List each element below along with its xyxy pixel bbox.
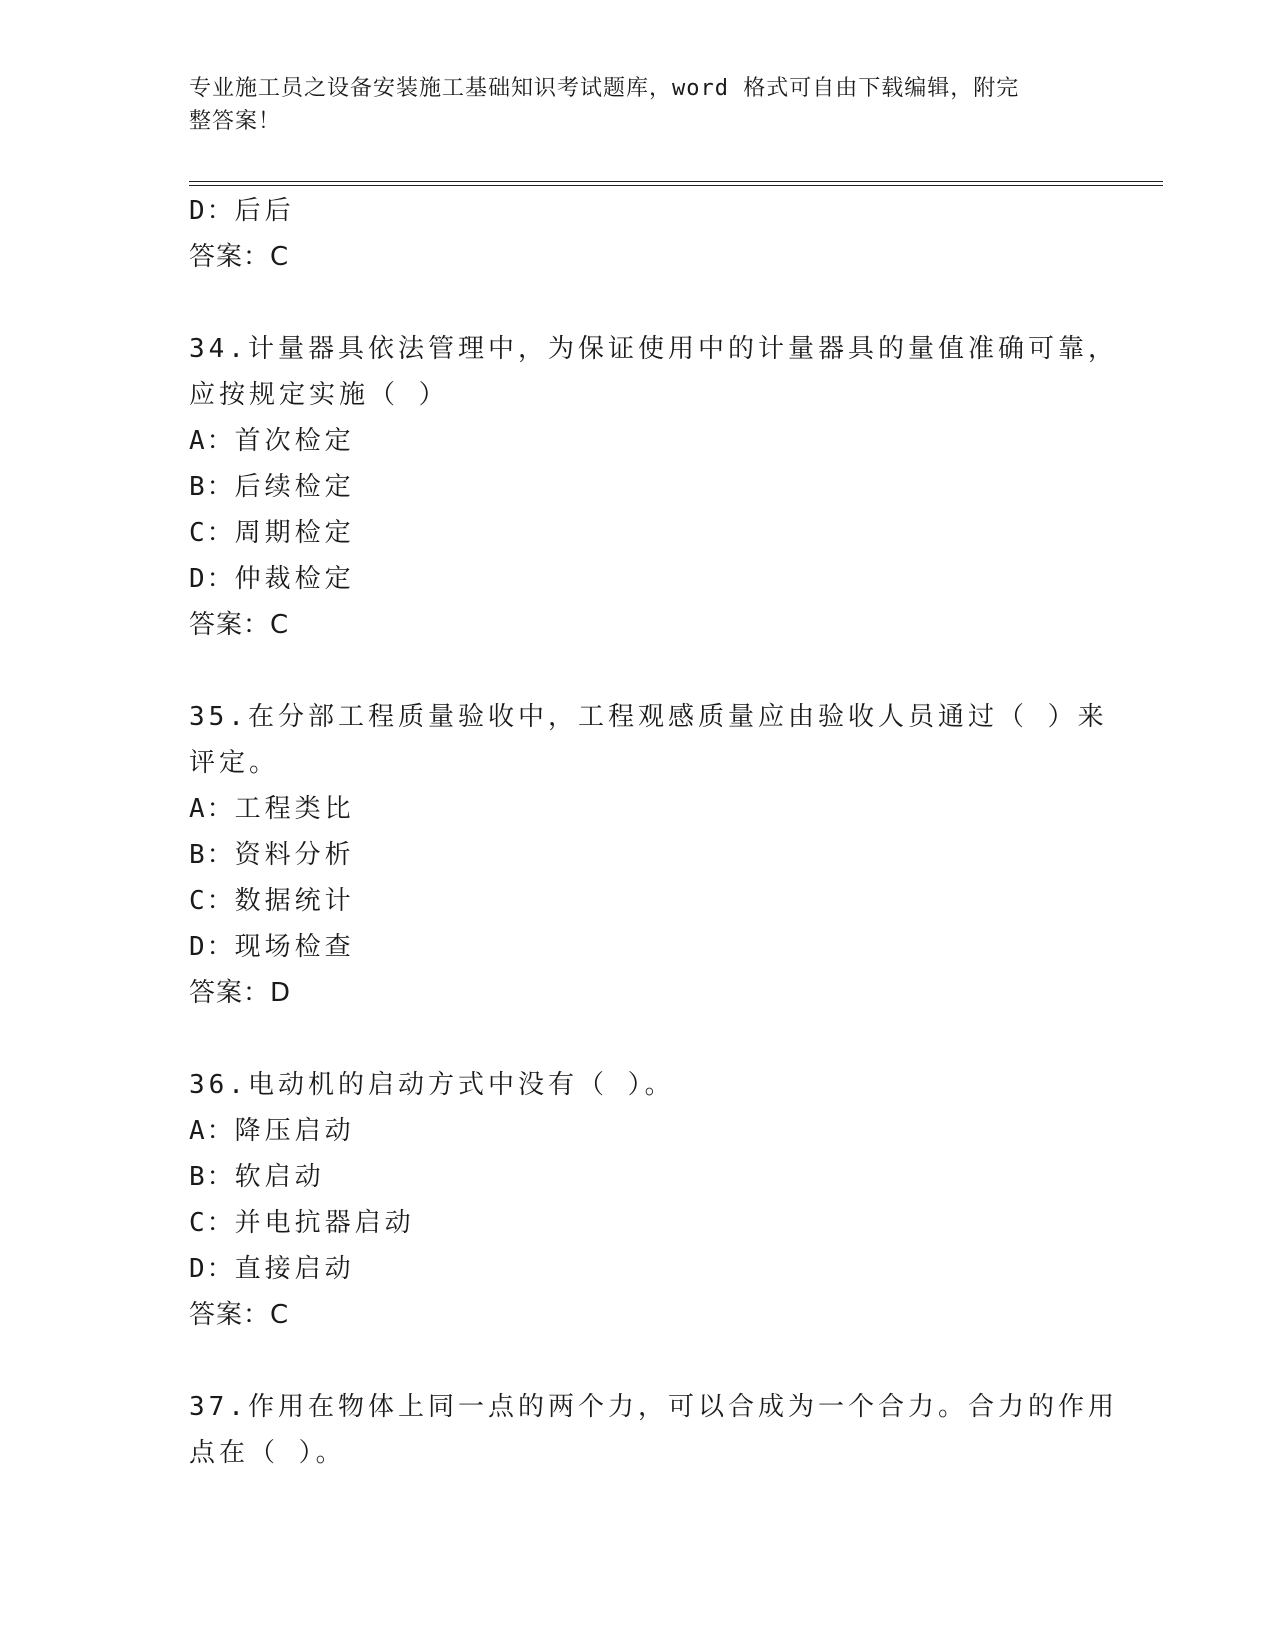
spacer <box>189 648 1089 694</box>
question-text-line-1: 36.电动机的启动方式中没有（ ）。 <box>189 1070 675 1100</box>
option-c <box>189 510 1089 556</box>
option-text: 现场检查 <box>234 932 355 962</box>
question-37 <box>189 1384 1118 1476</box>
spacer <box>189 1016 1089 1062</box>
option-d <box>189 556 1089 602</box>
option-text: 数据统计 <box>234 886 355 916</box>
option-c <box>189 1200 1089 1246</box>
question-text-line-2: 评定。 <box>189 748 280 778</box>
question-list <box>189 188 1118 1476</box>
option-key: C： <box>189 518 235 548</box>
question-text-line-1: 34.计量器具依法管理中，为保证使用中的计量器具的量值准确可靠， <box>189 334 1118 364</box>
option-a <box>189 418 1089 464</box>
answer-line: 答案：C <box>189 610 290 640</box>
question-text-line-1: 35.在分部工程质量验收中，工程观感质量应由验收人员通过（ ）来 <box>189 702 1108 732</box>
option-c <box>189 878 1089 924</box>
option-key: A： <box>189 1116 235 1146</box>
option-key: A： <box>189 794 235 824</box>
option-text: 工程类比 <box>234 794 355 824</box>
option-d <box>189 1246 1089 1292</box>
answer-line: 答案：C <box>189 1300 290 1330</box>
option-key: D： <box>189 932 235 962</box>
question-35 <box>189 694 1108 1016</box>
header-divider-bottom <box>189 185 1163 186</box>
option-text: 软启动 <box>234 1162 325 1192</box>
question-text-line-2: 应按规定实施（ ） <box>189 380 449 410</box>
document-header <box>189 72 1089 138</box>
option-text: 并电抗器启动 <box>234 1208 415 1238</box>
option-text: 周期检定 <box>234 518 355 548</box>
question-text-line-1: 37.作用在物体上同一点的两个力，可以合成为一个合力。合力的作用 <box>189 1392 1118 1422</box>
header-title-line-1: 专业施工员之设备安装施工基础知识考试题库，word 格式可自由下载编辑，附完 <box>189 76 1020 101</box>
option-text: 资料分析 <box>234 840 355 870</box>
header-divider-top <box>189 181 1163 182</box>
option-text: 首次检定 <box>234 426 355 456</box>
option-b <box>189 832 1089 878</box>
option-key: D： <box>189 1254 235 1284</box>
option-key: C： <box>189 1208 235 1238</box>
option-key: D： <box>189 196 235 226</box>
option-text: 后后 <box>234 196 295 226</box>
question-34 <box>189 326 1118 648</box>
option-key: B： <box>189 840 235 870</box>
option-key: A： <box>189 426 235 456</box>
answer-line: 答案：D <box>189 978 292 1008</box>
option-key: B： <box>189 1162 235 1192</box>
option-text: 后续检定 <box>234 472 355 502</box>
question-36 <box>189 1062 1089 1338</box>
option-text: 仲裁检定 <box>234 564 355 594</box>
spacer <box>189 280 1089 326</box>
option-a <box>189 1108 1089 1154</box>
option-key: B： <box>189 472 235 502</box>
option-d <box>189 188 1089 234</box>
spacer <box>189 1338 1089 1384</box>
header-title-line-2: 整答案！ <box>189 109 282 134</box>
answer-line: 答案：C <box>189 242 290 272</box>
option-a <box>189 786 1089 832</box>
option-text: 降压启动 <box>234 1116 355 1146</box>
option-b <box>189 1154 1089 1200</box>
question-text-line-2: 点在（ ）。 <box>189 1438 346 1468</box>
option-key: D： <box>189 564 235 594</box>
option-key: C： <box>189 886 235 916</box>
option-text: 直接启动 <box>234 1254 355 1284</box>
option-d <box>189 924 1089 970</box>
option-b <box>189 464 1089 510</box>
